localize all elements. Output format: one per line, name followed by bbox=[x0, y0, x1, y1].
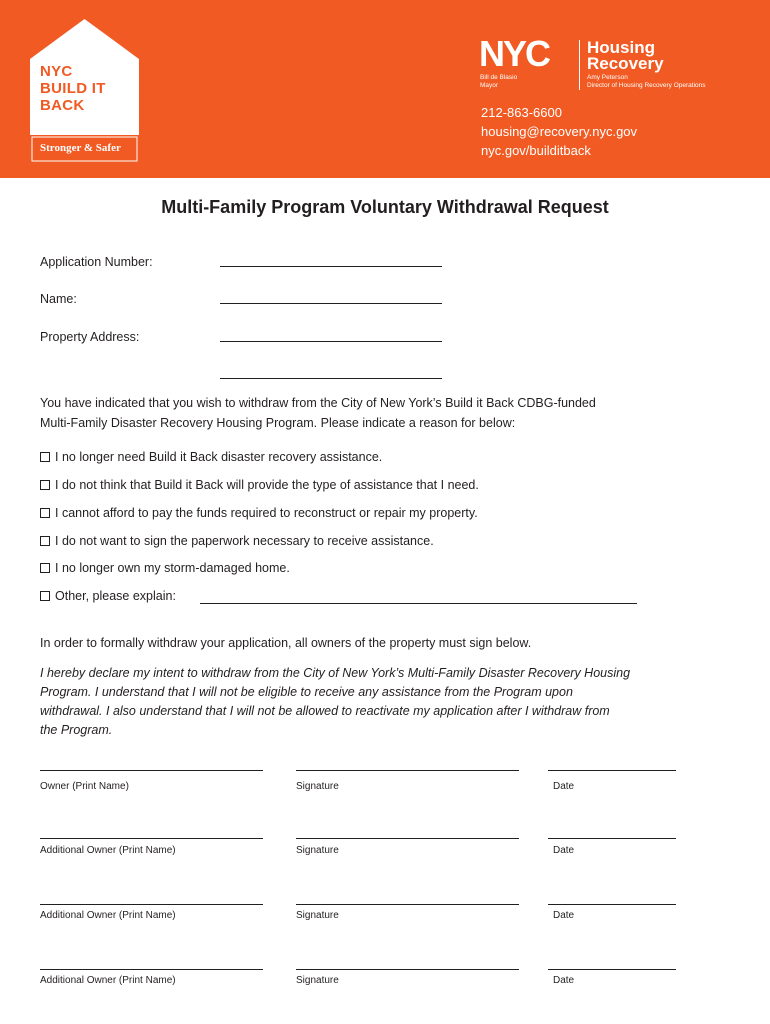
reason-option-2[interactable] bbox=[40, 478, 479, 492]
name-field[interactable] bbox=[220, 303, 442, 304]
intro-line-2: Multi-Family Disaster Recovery Housing Program. Please indicate a reason for below: bbox=[40, 416, 516, 430]
declaration-line-2: Program. I understand that I will not be eligible to receive any assistance from the Program upon bbox=[40, 685, 573, 699]
signature-label: Signature bbox=[296, 781, 339, 792]
mayor-name: Bill de Blasio bbox=[480, 74, 518, 81]
property-address-field[interactable] bbox=[220, 341, 442, 342]
checkbox-icon[interactable] bbox=[40, 536, 50, 546]
mayor-title: Mayor bbox=[480, 82, 499, 89]
reason-option-other[interactable] bbox=[40, 589, 176, 603]
director-title: Director of Housing Recovery Operations bbox=[587, 82, 706, 89]
mayor-info bbox=[480, 74, 517, 90]
signature-field[interactable] bbox=[296, 904, 519, 905]
date-label: Date bbox=[553, 910, 575, 921]
intro-paragraph bbox=[40, 393, 740, 433]
application-number-field[interactable] bbox=[220, 266, 442, 267]
checkbox-icon[interactable] bbox=[40, 591, 50, 601]
property-address-field-line-2[interactable] bbox=[220, 378, 442, 379]
checkbox-icon[interactable] bbox=[40, 508, 50, 518]
header-banner bbox=[0, 0, 770, 178]
application-number-label: Application Number: bbox=[40, 255, 153, 269]
reason-option-4[interactable] bbox=[40, 534, 434, 548]
additional-owner-name-label: Additional Owner (Print Name) bbox=[40, 910, 176, 921]
department-name bbox=[587, 40, 664, 72]
additional-owner-name-label: Additional Owner (Print Name) bbox=[40, 975, 176, 986]
name-label: Name: bbox=[40, 292, 77, 306]
logo-divider bbox=[579, 40, 580, 90]
date-label: Date bbox=[553, 781, 575, 792]
declaration-line-3: withdrawal. I also understand that I will not be allowed to reactivate my application after I withdraw from bbox=[40, 704, 610, 718]
date-field[interactable] bbox=[548, 904, 676, 905]
nyc-logo bbox=[479, 37, 571, 71]
checkbox-icon[interactable] bbox=[40, 563, 50, 573]
additional-owner-name-field[interactable] bbox=[40, 904, 263, 905]
website: nyc.gov/builditback bbox=[481, 143, 591, 158]
email-address: housing@recovery.nyc.gov bbox=[481, 124, 638, 139]
date-field[interactable] bbox=[548, 770, 676, 771]
checkbox-icon[interactable] bbox=[40, 480, 50, 490]
date-label: Date bbox=[553, 975, 575, 986]
additional-owner-name-field[interactable] bbox=[40, 969, 263, 970]
signature-field[interactable] bbox=[296, 969, 519, 970]
brand-line-3: BACK bbox=[40, 97, 85, 114]
document-title: Multi-Family Program Voluntary Withdrawal Request bbox=[161, 197, 609, 217]
director-info bbox=[587, 74, 706, 90]
owner-name-field[interactable] bbox=[40, 770, 263, 771]
tagline: Stronger & Safer bbox=[40, 142, 121, 154]
checkbox-icon[interactable] bbox=[40, 452, 50, 462]
reason-label: Other, please explain: bbox=[55, 589, 176, 603]
declaration-text bbox=[40, 664, 630, 740]
additional-owner-name-label: Additional Owner (Print Name) bbox=[40, 845, 176, 856]
build-it-back-wordmark bbox=[40, 63, 106, 114]
department-line-1: Housing bbox=[587, 38, 655, 57]
reason-option-5[interactable] bbox=[40, 561, 290, 575]
date-field[interactable] bbox=[548, 838, 676, 839]
reason-option-1[interactable] bbox=[40, 450, 382, 464]
director-name: Amy Peterson bbox=[587, 74, 628, 81]
reason-label: I do not think that Build it Back will provide the type of assistance that I need. bbox=[55, 478, 479, 492]
reason-label: I no longer own my storm-damaged home. bbox=[55, 561, 290, 575]
signature-label: Signature bbox=[296, 975, 339, 986]
other-explanation-field[interactable] bbox=[200, 603, 637, 604]
reason-label: I do not want to sign the paperwork necessary to receive assistance. bbox=[55, 534, 434, 548]
brand-line-1: NYC bbox=[40, 63, 73, 80]
signature-field[interactable] bbox=[296, 838, 519, 839]
declaration-line-4: the Program. bbox=[40, 723, 113, 737]
reason-label: I no longer need Build it Back disaster recovery assistance. bbox=[55, 450, 383, 464]
property-address-label: Property Address: bbox=[40, 330, 140, 344]
owners-note bbox=[40, 633, 740, 653]
signature-field[interactable] bbox=[296, 770, 519, 771]
declaration-line-1: I hereby declare my intent to withdraw from the City of New York’s Multi-Family Disaster Recovery Housing bbox=[40, 666, 631, 680]
nyc-logo-text: NYC bbox=[479, 37, 550, 71]
date-label: Date bbox=[553, 845, 575, 856]
brand-line-2: BUILD IT bbox=[40, 80, 106, 97]
signature-label: Signature bbox=[296, 910, 339, 921]
owners-note-text: In order to formally withdraw your application, all owners of the property must sign below. bbox=[40, 636, 532, 650]
reason-label: I cannot afford to pay the funds required to reconstruct or repair my property. bbox=[55, 506, 478, 520]
owner-name-label: Owner (Print Name) bbox=[40, 781, 129, 792]
reason-option-3[interactable] bbox=[40, 506, 478, 520]
intro-line-1: You have indicated that you wish to withdraw from the City of New York’s Build it Back CDBG-funded bbox=[40, 396, 596, 410]
signature-label: Signature bbox=[296, 845, 339, 856]
contact-info bbox=[481, 103, 637, 160]
phone-number: 212-863-6600 bbox=[481, 105, 562, 120]
date-field[interactable] bbox=[548, 969, 676, 970]
department-line-2: Recovery bbox=[587, 54, 664, 73]
additional-owner-name-field[interactable] bbox=[40, 838, 263, 839]
